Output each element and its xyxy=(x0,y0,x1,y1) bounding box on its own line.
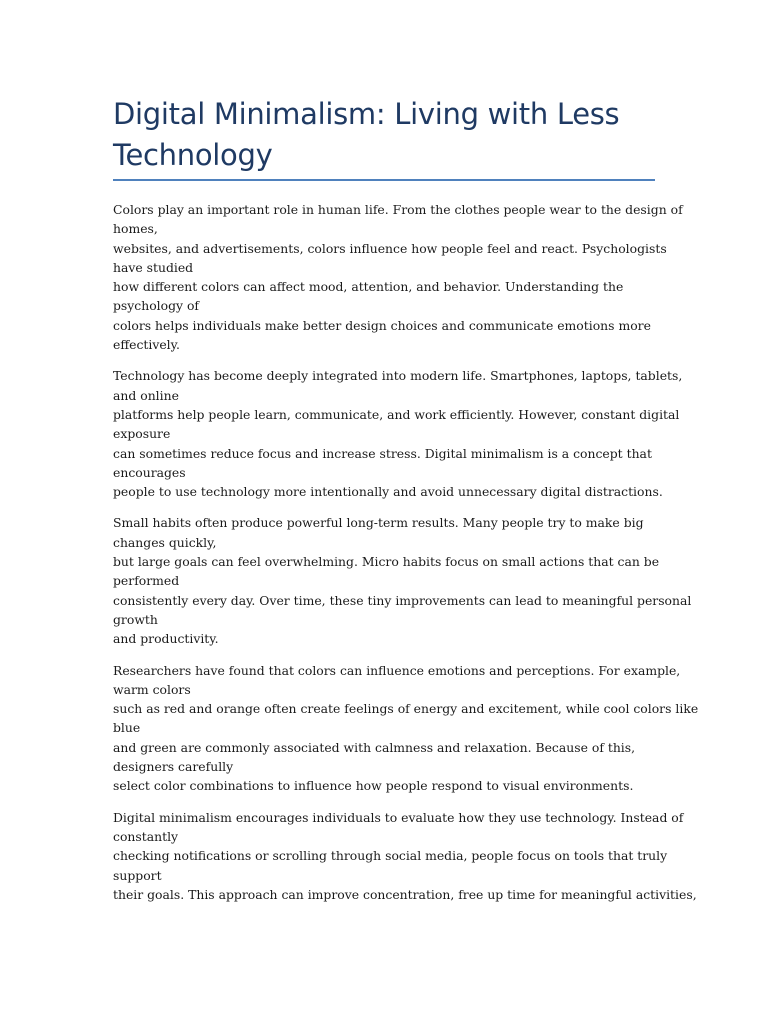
text-line: psychology of xyxy=(113,298,200,314)
text-line: support xyxy=(113,867,162,883)
paragraph xyxy=(113,200,683,354)
paragraph xyxy=(113,661,699,796)
document-title-line: Technology xyxy=(113,138,273,172)
text-line: checking notifications or scrolling through social media, people focus on tools that truly xyxy=(113,848,668,864)
text-line: select color combinations to influence how people respond to visual environments. xyxy=(113,778,634,794)
text-line: blue xyxy=(113,720,141,736)
text-line: Small habits often produce powerful long-term results. Many people try to make big xyxy=(113,515,644,531)
text-line: websites, and advertisements, colors influence how people feel and react. Psychologists xyxy=(113,240,667,256)
text-line: platforms help people learn, communicate, and work efficiently. However, constant digital xyxy=(113,406,680,422)
text-line: colors helps individuals make better design choices and communicate emotions more xyxy=(113,317,651,333)
text-line: can sometimes reduce focus and increase stress. Digital minimalism is a concept that xyxy=(113,445,652,461)
text-line: consistently every day. Over time, these tiny improvements can lead to meaningful personal xyxy=(113,592,692,608)
text-line: constantly xyxy=(113,828,179,844)
text-line: and green are commonly associated with calmness and relaxation. Because of this, xyxy=(113,739,636,755)
paragraph xyxy=(113,808,697,904)
text-line: designers carefully xyxy=(113,759,234,775)
text-line: Researchers have found that colors can influence emotions and perceptions. For example, xyxy=(113,662,681,678)
text-line: Digital minimalism encourages individuals to evaluate how they use technology. Instead of xyxy=(113,809,684,825)
text-line: encourages xyxy=(113,464,186,480)
text-line: changes quickly, xyxy=(113,534,217,550)
text-line: such as red and orange often create feelings of energy and excitement, while cool colors like xyxy=(113,701,699,717)
title-underline-rule xyxy=(113,179,655,181)
text-line: performed xyxy=(113,573,180,589)
text-line: have studied xyxy=(113,259,194,275)
text-line: people to use technology more intentionally and avoid unnecessary digital distractions. xyxy=(113,484,663,500)
paragraph xyxy=(113,513,692,648)
paragraph xyxy=(113,366,683,501)
text-line: and online xyxy=(113,387,179,403)
text-line: Colors play an important role in human life. From the clothes people wear to the design of xyxy=(113,202,683,217)
text-line: and productivity. xyxy=(113,631,219,647)
text-line: effectively. xyxy=(113,337,180,353)
text-line: how different colors can affect mood, attention, and behavior. Understanding the xyxy=(113,279,624,295)
text-line: homes, xyxy=(113,221,158,237)
document-title xyxy=(113,94,673,176)
text-line: their goals. This approach can improve concentration, free up time for meaningful activities, xyxy=(113,886,697,902)
document-title-line: Digital Minimalism: Living with Less xyxy=(113,97,620,131)
text-line: Technology has become deeply integrated into modern life. Smartphones, laptops, tablets, xyxy=(113,368,683,384)
text-line: but large goals can feel overwhelming. Micro habits focus on small actions that can be xyxy=(113,554,660,570)
text-line: exposure xyxy=(113,426,171,442)
text-line: warm colors xyxy=(113,681,191,697)
document-body xyxy=(113,200,699,916)
text-line: growth xyxy=(113,611,158,627)
